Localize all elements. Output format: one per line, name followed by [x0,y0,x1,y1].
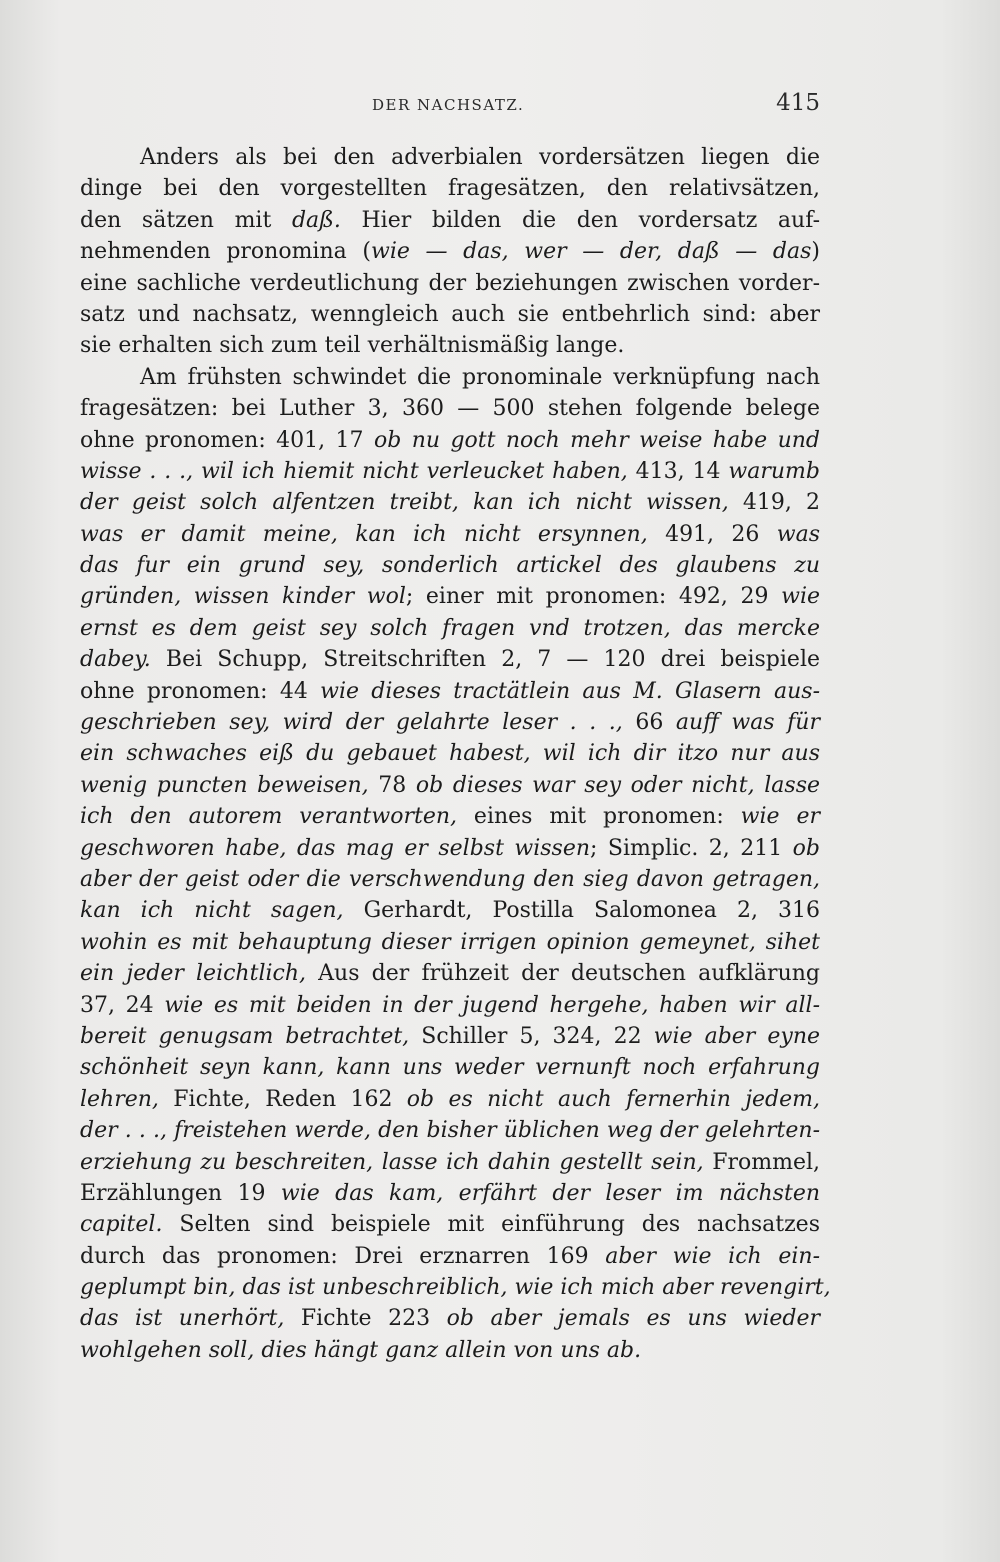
italic-quote-segment: wie er [740,804,820,830]
text-line [80,362,820,393]
text-line [80,864,820,895]
text-segment: eines mit pronomen: [457,804,741,830]
text-segment: ; Simplic. 2, 211 [590,835,793,861]
italic-quote-segment: was [776,521,820,547]
text-line [80,770,820,801]
italic-quote-segment: das ist unerhört, [80,1306,285,1332]
italic-quote-segment: ob [792,835,820,861]
text-segment: Gerhardt, Postilla Salomonea 2, 316 [343,898,820,924]
italic-quote-segment: ob aber jemals es uns wieder [446,1306,820,1332]
text-segment: 37, 24 [80,992,165,1018]
italic-quote-segment: das fur ein grund sey, sonderlich artickel des glaubens zu [80,553,820,579]
italic-quote-segment: wie — das, wer — der, daß — das [370,239,812,265]
text-line [80,801,820,832]
page-header [80,90,820,120]
italic-quote-segment: geschworen habe, das mag er selbst wissen [80,835,591,861]
italic-quote-segment: geschrieben sey, wird der gelahrte leser . . ., [80,710,623,736]
text-line [80,958,820,989]
page-number: 415 [776,90,820,116]
text-line [80,142,820,173]
italic-quote-segment: wie [781,584,820,610]
text-line [80,173,820,204]
italic-quote-segment: was er damit meine, kan ich nicht ersynnen, [80,521,648,547]
italic-quote-segment: capitel. [80,1212,163,1238]
text-line [80,1303,820,1334]
text-line [80,1052,820,1083]
text-segment: 78 [368,772,416,798]
italic-quote-segment: erziehung zu beschreiten, lasse ich dahin gestellt sein, [80,1149,704,1175]
text-line [80,456,820,487]
text-segment: Selten sind beispiele mit einführung des nachsatzes [162,1212,820,1238]
italic-quote-segment: ob dieses war sey oder nicht, lasse [415,772,821,798]
text-segment: Schiller 5, 324, 22 [409,1023,654,1049]
text-line [80,1335,820,1366]
text-line [80,205,820,236]
text-line [80,581,820,612]
text-segment: dinge bei den vorgestellten fragesätzen, den relativsätzen, [80,176,820,202]
text-line [80,1021,820,1052]
text-segment: Bei Schupp, Streitschriften 2, 7 — 120 drei beispiele [150,647,820,673]
text-line [80,833,820,864]
italic-quote-segment: aber wie ich ein- [605,1243,820,1269]
text-line [80,425,820,456]
italic-quote-segment: auff was für [675,710,820,736]
text-segment: nehmenden pronomina ( [80,239,371,265]
text-line [80,519,820,550]
text-segment: Aus der frühzeit der deutschen aufklärung [306,961,820,987]
text-segment: sie erhalten sich zum teil verhältnismäßig lange. [80,333,625,359]
text-line [80,299,820,330]
text-segment: den sätzen mit [80,207,292,233]
text-segment: Fichte 223 [284,1306,447,1332]
text-segment: 491, 26 [647,521,777,547]
text-line [80,613,820,644]
text-line [80,1084,820,1115]
text-segment: Hier bilden die den vordersatz auf- [340,207,820,233]
italic-quote-segment: der . . ., freistehen werde, den bisher üblichen weg der gelehrten- [80,1118,820,1144]
text-line [80,236,820,267]
text-line [80,1209,820,1240]
text-segment: durch das pronomen: Drei erznarren 169 [80,1243,606,1269]
text-line [80,1115,820,1146]
text-line [80,393,820,424]
text-segment: Frommel, [703,1149,820,1175]
italic-quote-segment: ich den autorem verantworten, [80,804,458,830]
italic-quote-segment: ob es nicht auch fernerhin jedem, [406,1086,820,1112]
text-line [80,707,820,738]
text-segment: ) [811,239,820,265]
text-line [80,927,820,958]
text-line [80,550,820,581]
text-line [80,895,820,926]
italic-quote-segment: ein schwaches eiß du gebauet habest, wil ich dir itzo nur aus [80,741,820,767]
italic-quote-segment: daß. [291,207,341,233]
text-segment: ; einer mit pronomen: 492, 29 [405,584,782,610]
text-segment: fragesätzen: bei Luther 3, 360 — 500 stehen folgende belege [80,396,820,422]
italic-quote-segment: gründen, wissen kinder wol [80,584,406,610]
italic-quote-segment: warumb [728,458,820,484]
body-text [80,142,831,1366]
italic-quote-segment: kan ich nicht sagen, [80,898,344,924]
italic-quote-segment: aber der geist oder die verschwendung den sieg davon getragen, [80,866,820,892]
italic-quote-segment: bereit genugsam betrachtet, [80,1023,410,1049]
italic-quote-segment: ernst es dem geist sey solch fragen vnd trotzen, das mercke [80,615,820,641]
text-line [80,1272,831,1303]
text-segment: eine sachliche verdeutlichung der beziehungen zwischen vorder- [80,270,820,296]
italic-quote-segment: lehren, [80,1086,159,1112]
text-segment: Erzählungen 19 [80,1180,281,1206]
text-segment: Anders als bei den adverbialen vordersätzen liegen die [140,145,820,170]
running-head: DER NACHSATZ. [372,96,525,114]
italic-quote-segment: ob nu gott noch mehr weise habe und [373,427,820,453]
text-line [80,268,820,299]
italic-quote-segment: dabey. [80,647,151,673]
italic-quote-segment: geplumpt bin, das ist unbeschreiblich, wie ich mich aber revengirt, [80,1275,831,1301]
text-segment: ohne pronomen: 401, 17 [80,427,374,453]
text-line [80,330,820,361]
italic-quote-segment: wie es mit beiden in der jugend hergehe, haben wir all- [164,992,821,1018]
text-segment: 413, 14 [627,458,729,484]
italic-quote-segment: wenig puncten beweisen, [80,772,369,798]
text-segment: satz und nachsatz, wenngleich auch sie entbehrlich sind: aber [80,301,820,327]
italic-quote-segment: wie aber eyne [653,1023,821,1049]
text-line [80,990,820,1021]
italic-quote-segment: wie das kam, erfährt der leser im nächsten [280,1180,821,1206]
text-segment: 419, 2 [728,490,820,516]
italic-quote-segment: wohlgehen soll, dies hängt ganz allein von uns ab. [80,1337,642,1363]
text-line [80,738,820,769]
text-line [80,487,820,518]
text-line [80,1147,820,1178]
italic-quote-segment: wie dieses tractätlein aus M. Glasern aus- [320,678,820,704]
italic-quote-segment: ein jeder leichtlich, [80,961,306,987]
text-line [80,676,820,707]
italic-quote-segment: wohin es mit behauptung dieser irrigen opinion gemeynet, sihet [80,929,820,955]
italic-quote-segment: der geist solch alfentzen treibt, kan ich nicht wissen, [80,490,729,516]
text-line [80,644,820,675]
text-segment: ohne pronomen: 44 [80,678,321,704]
text-segment: 66 [622,710,676,736]
italic-quote-segment: schönheit seyn kann, kann uns weder vernunft noch erfahrung [80,1055,820,1081]
italic-quote-segment: wisse . . ., wil ich hiemit nicht verleucket haben, [80,458,628,484]
text-line [80,1241,820,1272]
text-segment: Fichte, Reden 162 [158,1086,407,1112]
text-segment: Am frühsten schwindet die pronominale verknüpfung nach [140,364,820,390]
text-line [80,1178,820,1209]
